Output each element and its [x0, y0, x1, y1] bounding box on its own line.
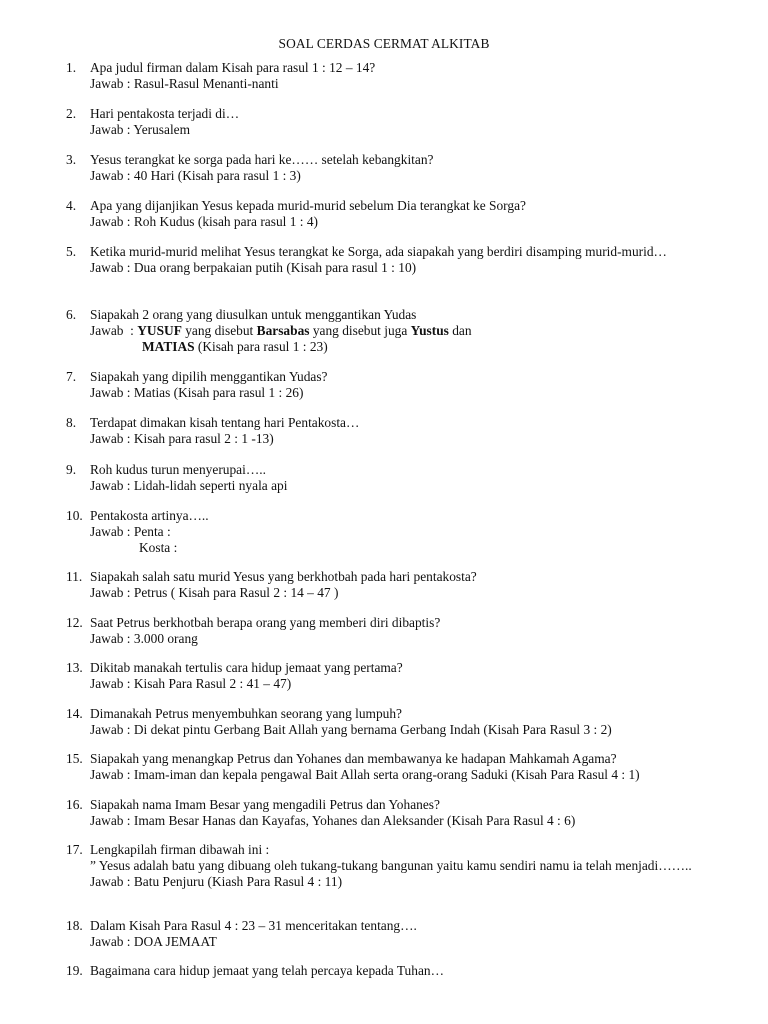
question-10 [66, 508, 722, 556]
question-number: 4. [66, 198, 77, 213]
question-text: Dalam Kisah Para Rasul 4 : 23 – 31 menceritakan tentang…. [90, 918, 417, 933]
question-text: Terdapat dimakan kisah tentang hari Pentakosta… [90, 415, 360, 430]
question-text: Lengkapilah firman dibawah ini : [90, 842, 270, 857]
question-number: 13. [66, 660, 83, 675]
question-number: 14. [66, 706, 83, 721]
question-text: Siapakah salah satu murid Yesus yang berkhotbah pada hari pentakosta? [90, 569, 477, 584]
answer-text: Jawab : 40 Hari (Kisah para rasul 1 : 3) [90, 168, 301, 183]
question-15 [66, 751, 722, 783]
question-number: 2. [66, 106, 77, 121]
answer-text: Jawab : Matias (Kisah para rasul 1 : 26) [90, 385, 304, 400]
question-number: 10. [66, 508, 83, 523]
question-text: Siapakah nama Imam Besar yang mengadili Petrus dan Yohanes? [90, 797, 440, 812]
answer-text: Jawab : DOA JEMAAT [90, 934, 217, 949]
answer-text: Jawab : Imam-iman dan kepala pengawal Bait Allah serta orang-orang Saduki (Kisah Para Rasul 4 : 1) [90, 767, 640, 782]
question-17 [66, 842, 722, 890]
answer-text: Jawab : Penta : [90, 524, 171, 539]
question-text: Saat Petrus berkhotbah berapa orang yang memberi diri dibaptis? [90, 615, 441, 630]
question-text: Siapakah 2 orang yang diusulkan untuk menggantikan Yudas [90, 307, 417, 322]
question-7 [66, 369, 722, 401]
question-text: Siapakah yang menangkap Petrus dan Yohanes dan membawanya ke hadapan Mahkamah Agama? [90, 751, 617, 766]
question-number: 6. [66, 307, 77, 322]
question-number: 1. [66, 60, 77, 75]
question-number: 19. [66, 963, 83, 978]
question-number: 18. [66, 918, 83, 933]
question-18 [66, 918, 722, 950]
answer-text: Jawab : Petrus ( Kisah para Rasul 2 : 14 – 47 ) [90, 585, 339, 600]
page-title: SOAL CERDAS CERMAT ALKITAB [278, 36, 490, 51]
question-text: Apa yang dijanjikan Yesus kepada murid-murid sebelum Dia terangkat ke Sorga? [90, 198, 526, 213]
question-14 [66, 706, 722, 738]
answer-text: Jawab : Yerusalem [90, 122, 191, 137]
answer-text: Jawab : Dua orang berpakaian putih (Kisah para rasul 1 : 10) [90, 260, 417, 275]
answer-text: Jawab : Roh Kudus (kisah para rasul 1 : 4) [90, 214, 318, 229]
question-4 [66, 198, 722, 230]
question-text: Siapakah yang dipilih menggantikan Yudas? [90, 369, 328, 384]
answer-continuation: MATIAS (Kisah para rasul 1 : 23) [142, 339, 328, 354]
question-quote: ” Yesus adalah batu yang dibuang oleh tukang-tukang bangunan yaitu kamu sendiri namu ia telah menjadi…….. [90, 858, 692, 873]
question-number: 17. [66, 842, 83, 857]
answer-continuation: Kosta : [139, 540, 178, 555]
answer-text: Jawab : Kisah Para Rasul 2 : 41 – 47) [90, 676, 292, 691]
question-1 [66, 60, 722, 92]
question-text: Pentakosta artinya….. [90, 508, 209, 523]
question-6 [66, 307, 722, 355]
question-11 [66, 569, 722, 601]
question-16 [66, 797, 722, 829]
question-number: 5. [66, 244, 77, 259]
question-text: Dikitab manakah tertulis cara hidup jemaat yang pertama? [90, 660, 403, 675]
question-8 [66, 415, 722, 447]
question-text: Apa judul firman dalam Kisah para rasul 1 : 12 – 14? [90, 60, 376, 75]
question-number: 3. [66, 152, 77, 167]
answer-text: Jawab : Rasul-Rasul Menanti-nanti [90, 76, 279, 91]
question-text: Yesus terangkat ke sorga pada hari ke…… setelah kebangkitan? [90, 152, 434, 167]
question-text: Hari pentakosta terjadi di… [90, 106, 240, 121]
answer-text: Jawab : Batu Penjuru (Kiash Para Rasul 4 : 11) [90, 874, 343, 889]
answer-text: Jawab : 3.000 orang [90, 631, 198, 646]
answer-text: Jawab : Lidah-lidah seperti nyala api [90, 478, 288, 493]
question-3 [66, 152, 722, 184]
question-number: 15. [66, 751, 83, 766]
question-2 [66, 106, 722, 138]
question-number: 16. [66, 797, 83, 812]
question-number: 12. [66, 615, 83, 630]
answer-text: Jawab : Kisah para rasul 2 : 1 -13) [90, 431, 274, 446]
question-text: Roh kudus turun menyerupai….. [90, 462, 266, 477]
question-text: Bagaimana cara hidup jemaat yang telah percaya kepada Tuhan… [90, 963, 444, 978]
answer-text: Jawab : Imam Besar Hanas dan Kayafas, Yohanes dan Aleksander (Kisah Para Rasul 4 : 6) [90, 813, 576, 828]
question-12 [66, 615, 722, 647]
question-number: 7. [66, 369, 77, 384]
answer-text: Jawab : Di dekat pintu Gerbang Bait Allah yang bernama Gerbang Indah (Kisah Para Rasul 3 : 2) [90, 722, 612, 737]
question-number: 8. [66, 415, 77, 430]
answer-text: Jawab : YUSUF yang disebut Barsabas yang disebut juga Yustus dan [90, 323, 472, 338]
question-text: Dimanakah Petrus menyembuhkan seorang yang lumpuh? [90, 706, 402, 721]
question-19 [66, 963, 722, 979]
question-5 [66, 244, 722, 276]
question-text: Ketika murid-murid melihat Yesus terangkat ke Sorga, ada siapakah yang berdiri disamping murid-murid… [90, 244, 667, 259]
question-number: 9. [66, 462, 77, 477]
question-13 [66, 660, 722, 692]
question-9 [66, 462, 722, 494]
question-number: 11. [66, 569, 83, 584]
